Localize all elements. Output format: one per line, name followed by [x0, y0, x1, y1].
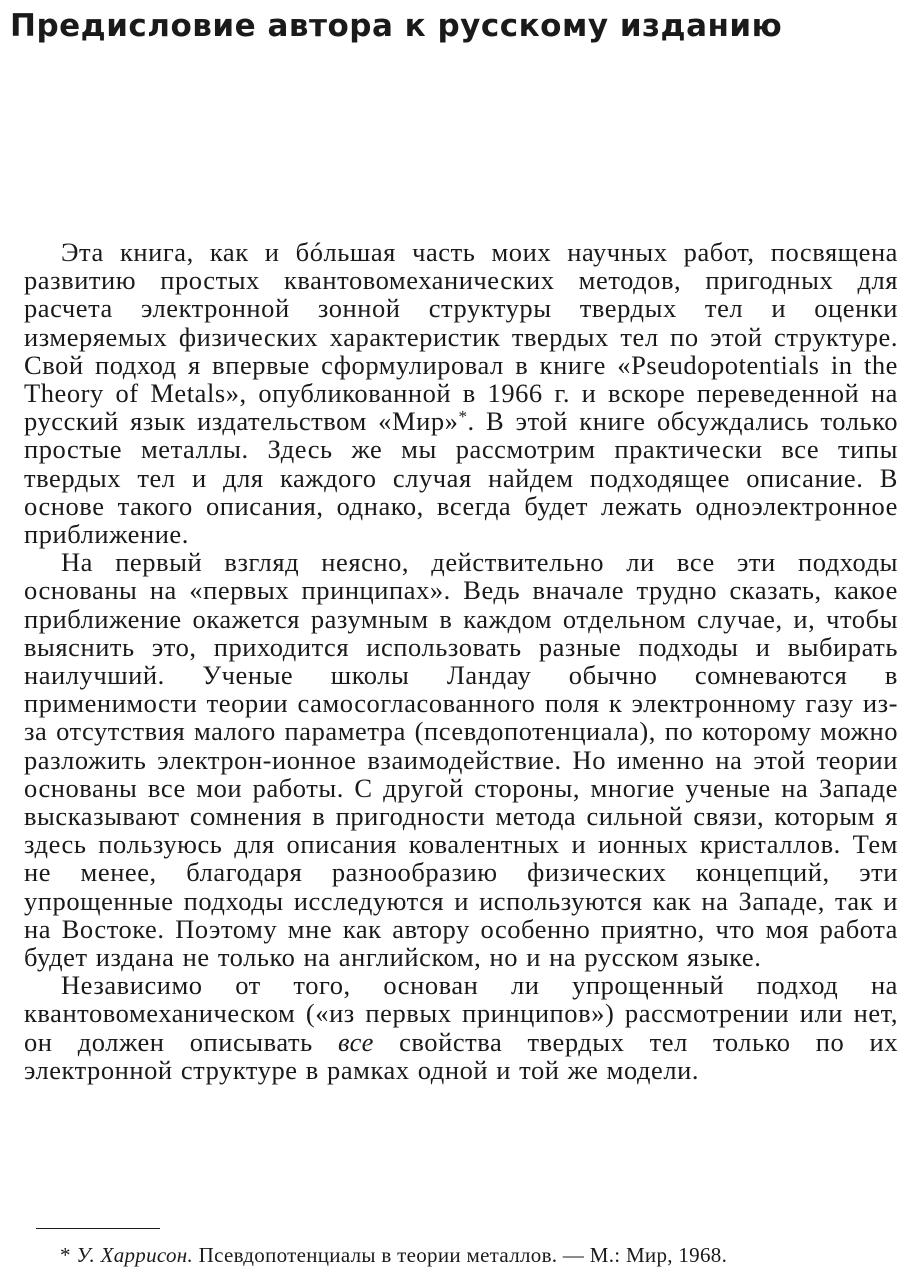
paragraph-1 [24, 238, 898, 548]
paragraph-1-text-continued: . В этой книге обсуждались только простые металлы. Здесь же мы рассмотрим практически все типы твердых тел и для каждого случая найдем подходящее описание. В основе такого описания, однако, всегда будет лежать одноэлектронное приближение. [24, 406, 898, 550]
body-text [24, 238, 898, 1084]
page-title: Предисловие автора к русскому изданию [10, 8, 783, 44]
paragraph-1-text: Эта книга, как и бóльшая часть моих научных работ, посвящена развитию простых квантовомеханических методов, пригодных для расчета электронной зонной структуры твердых тел и оценки измеряемых физических характеристик твердых тел по этой структуре. Свой подход я впервые сформулировал в книге «Pseudopotentials in the Theory of Metals», опубликованной в 1966 г. и вскоре переведенной на русский язык издательством «Мир» [24, 237, 898, 437]
footnote-reference[interactable]: * [458, 407, 468, 427]
paragraph-3-text: Независимо от того, основан ли упрощенный подход на квантовомеханическом («из первых принципов») рассмотрении или нет, он должен описывать [24, 970, 898, 1057]
footnote-author: У. Харрисон. [76, 1243, 194, 1267]
paragraph-3 [24, 971, 898, 1084]
emphasis-word: все [337, 1026, 374, 1057]
paragraph-3-text-continued: свойства твердых тел только по их электронной структуре в рамках одной и той же модели. [24, 1026, 898, 1085]
footnote-divider [36, 1228, 160, 1229]
footnote-marker: * [60, 1243, 71, 1267]
paragraph-2: На первый взгляд неясно, действительно ли все эти подходы основаны на «первых принципах». Ведь вначале трудно сказать, какое приближение окажется разумным в каждом отдельном случае, и, чтобы выяснить это, приходится использовать разные подходы и выбирать наилучший. Ученые школы Ландау обычно сомневаются в применимости теории самосогласованного поля к электронному газу из-за отсутствия малого параметра (псевдопотенциала), по которому можно разложить электрон-ионное взаимодействие. Но именно на этой теории основаны все мои работы. С другой стороны, многие ученые на Западе высказывают сомнения в пригодности метода сильной связи, которым я здесь пользуюсь для описания ковалентных и ионных кристаллов. Тем не менее, благодаря разнообразию физических концепций, эти упрощенные подходы исследуются и используются как на Западе, так и на Востоке. Поэтому мне как автору особенно приятно, что моя работа будет издана не только на английском, но и на русском языке. [24, 547, 898, 973]
footnote-text: Псевдопотенциалы в теории металлов. — М.: Мир, 1968. [193, 1243, 728, 1267]
footnote [60, 1242, 910, 1268]
